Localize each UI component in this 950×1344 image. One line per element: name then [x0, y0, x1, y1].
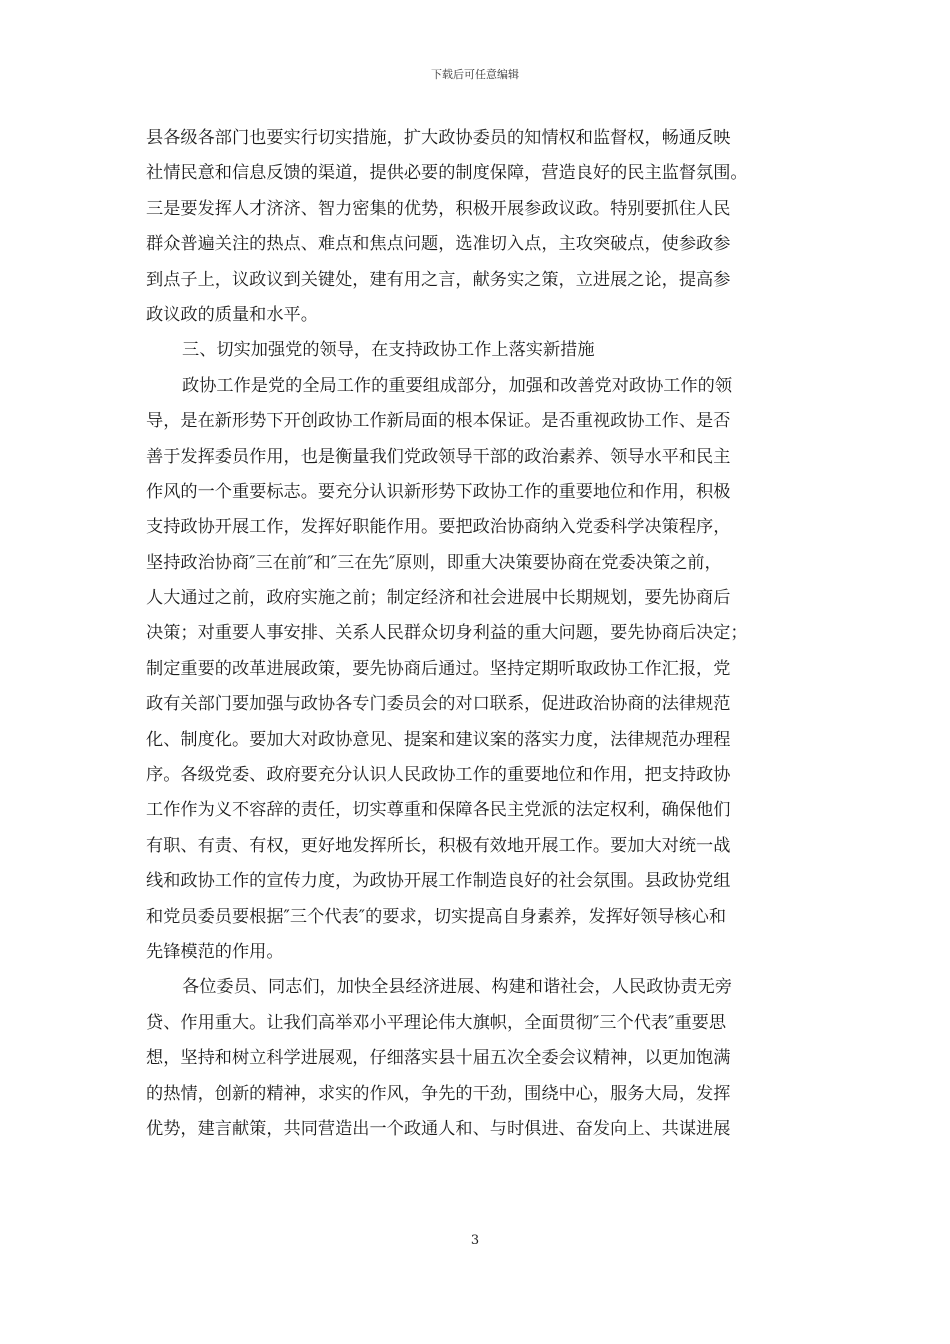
- text-line: 坚持政治协商″三在前″和″三在先″原则，即重大决策要协商在党委决策之前，: [146, 552, 722, 573]
- text-line: 三是要发挥人才济济、智力密集的优势，积极开展参政议政。特别要抓住人民: [146, 198, 731, 219]
- text-line: 支持政协开展工作，发挥好职能作用。要把政治协商纳入党委科学决策程序，: [146, 517, 731, 538]
- paragraph-start-line: 政协工作是党的全局工作的重要组成部分，加强和改善党对政协工作的领: [182, 375, 733, 396]
- text-line: 工作作为义不容辞的责任，切实尊重和保障各民主党派的法定权利，确保他们: [146, 800, 731, 821]
- text-line: 作风的一个重要标志。要充分认识新形势下政协工作的重要地位和作用，积极: [146, 481, 731, 502]
- text-line: 的热情，创新的精神，求实的作风，争先的干劲，围绕中心，服务大局，发挥: [146, 1083, 731, 1104]
- section-heading: 三、切实加强党的领导，在支持政协工作上落实新措施: [182, 340, 595, 361]
- text-line: 导，是在新形势下开创政协工作新局面的根本保证。是否重视政协工作、是否: [146, 411, 731, 432]
- paragraph-start-line: 各位委员、同志们，加快全县经济进展、构建和谐社会，人民政协责无旁: [182, 977, 733, 998]
- text-line: 优势，建言献策，共同营造出一个政通人和、与时俱进、奋发向上、共谋进展: [146, 1118, 731, 1139]
- text-line: 序。各级党委、政府要充分认识人民政协工作的重要地位和作用，把支持政协: [146, 765, 731, 786]
- text-line: 先锋模范的作用。: [146, 941, 284, 962]
- text-line: 政有关部门要加强与政协各专门委员会的对口联系，促进政治协商的法律规范: [146, 694, 731, 715]
- text-line: 化、制度化。要加大对政协意见、提案和建议案的落实力度，法律规范办理程: [146, 729, 731, 750]
- document-body: [146, 121, 806, 1147]
- text-line: 和党员委员要根据″三个代表″的要求，切实提高自身素养，发挥好领导核心和: [146, 906, 727, 927]
- text-line: 社情民意和信息反馈的渠道，提供必要的制度保障，营造良好的民主监督氛围。: [146, 163, 748, 184]
- text-line: 县各级各部门也要实行切实措施，扩大政协委员的知情权和监督权，畅通反映: [146, 128, 731, 148]
- text-line: 善于发挥委员作用，也是衡量我们党政领导干部的政治素养、领导水平和民主: [146, 446, 731, 467]
- text-line: 制定重要的改革进展政策，要先协商后通过。坚持定期听取政协工作汇报，党: [146, 658, 731, 679]
- text-line: 想，坚持和树立科学进展观，仔细落实县十届五次全委会议精神，以更加饱满: [146, 1048, 731, 1069]
- text-line: 到点子上，议政议到关键处，建有用之言，献务实之策，立进展之论，提高参: [146, 269, 731, 290]
- page-header: 下载后可任意编辑: [431, 68, 519, 81]
- text-line: 人大通过之前，政府实施之前；制定经济和社会进展中长期规划，要先协商后: [146, 588, 731, 609]
- page-number: 3: [470, 1233, 480, 1248]
- text-line: 贷、作用重大。让我们高举邓小平理论伟大旗帜，全面贯彻″三个代表″重要思: [146, 1012, 727, 1033]
- text-line: 政议政的质量和水平。: [146, 304, 318, 325]
- text-line: 群众普遍关注的热点、难点和焦点问题，选准切入点，主攻突破点，使参政参: [146, 234, 731, 255]
- text-line: 线和政协工作的宣传力度，为政协开展工作制造良好的社会氛围。县政协党组: [146, 871, 731, 892]
- text-line: 决策；对重要人事安排、关系人民群众切身利益的重大问题，要先协商后决定；: [146, 623, 748, 644]
- text-line: 有职、有责、有权，更好地发挥所长，积极有效地开展工作。要加大对统一战: [146, 835, 731, 856]
